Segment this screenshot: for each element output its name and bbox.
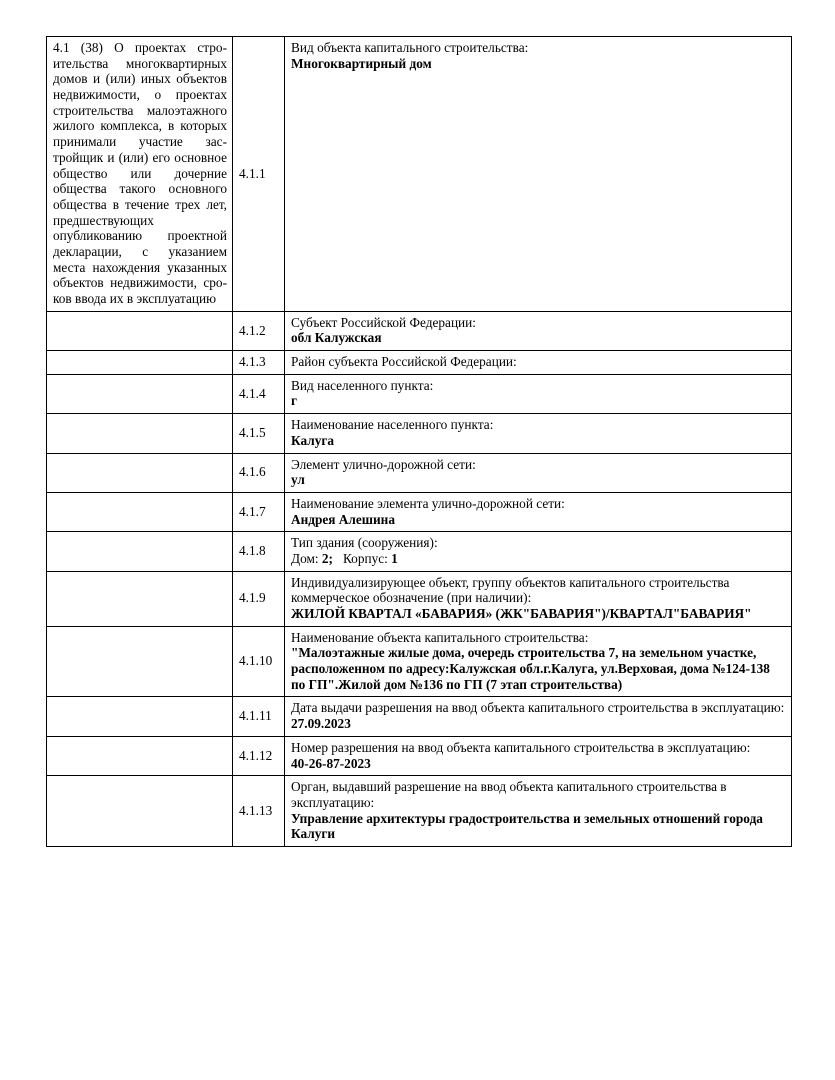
table-row xyxy=(47,492,792,531)
empty-cell xyxy=(47,697,233,736)
row-value: ул xyxy=(291,472,305,488)
house-label: Дом: xyxy=(291,550,319,566)
row-label: Наименование элемента улично-дорожной сети: xyxy=(291,495,565,511)
row-code: 4.1.12 xyxy=(233,736,285,775)
empty-cell xyxy=(47,571,233,626)
row-label: Индивидуализирующее объект, группу объектов капитального строительства коммерческое обозначение (при наличии): xyxy=(291,574,730,606)
empty-cell xyxy=(47,626,233,697)
row-code: 4.1.10 xyxy=(233,626,285,697)
empty-cell xyxy=(47,776,233,847)
row-content xyxy=(285,37,792,312)
row-value: Управление архитектуры градостроительства и земельных отношений города Калуги xyxy=(291,810,763,842)
row-content xyxy=(285,414,792,453)
table-row xyxy=(47,697,792,736)
empty-cell xyxy=(47,311,233,350)
row-content xyxy=(285,697,792,736)
table-row xyxy=(47,453,792,492)
row-code: 4.1.1 xyxy=(233,37,285,312)
row-code: 4.1.3 xyxy=(233,351,285,375)
row-label: Вид населенного пункта: xyxy=(291,377,434,393)
row-code: 4.1.2 xyxy=(233,311,285,350)
row-content xyxy=(285,351,792,375)
row-label: Наименование населенного пункта: xyxy=(291,417,494,433)
building-value: 1 xyxy=(391,550,398,566)
section-description-cell: 4.1 (38) О проектах строительства многоквартирных домов и (или) иных объектов недвижимости, о проектах строительства малоэтажного жилого комплекса, в которых принимали участие застройщик и (или) его основное общество или дочерние общества такого основного общества в течение трех лет, предшествующих опубликованию проектной декларации, с указанием места нахождения указанных объектов недвижимости, сроков ввода их в эксплуатацию xyxy=(47,37,233,312)
empty-cell xyxy=(47,351,233,375)
row-content xyxy=(285,453,792,492)
row-value: Калуга xyxy=(291,432,335,448)
row-value: 40-26-87-2023 xyxy=(291,755,371,771)
row-code: 4.1.9 xyxy=(233,571,285,626)
row-label: Наименование объекта капитального строительства: xyxy=(291,629,589,645)
row-code: 4.1.11 xyxy=(233,697,285,736)
row-code: 4.1.13 xyxy=(233,776,285,847)
row-content xyxy=(285,736,792,775)
row-value xyxy=(291,551,786,567)
table-row xyxy=(47,736,792,775)
table-row xyxy=(47,414,792,453)
empty-cell xyxy=(47,736,233,775)
row-label: Дата выдачи разрешения на ввод объекта капитального строительства в эксплуатацию: xyxy=(291,700,785,716)
row-code: 4.1.7 xyxy=(233,492,285,531)
row-content xyxy=(285,492,792,531)
row-value: Многоквартирный дом xyxy=(291,55,432,71)
row-value: Андрея Алешина xyxy=(291,511,395,527)
row-value: "Малоэтажные жилые дома, очередь строительства 7, на земельном участке, расположенном по адресу:Калужская обл.г.Калуга, ул.Верховая, дома №124-138 по ГП".Жилой дом №136 по ГП (7 этап строительства) xyxy=(291,645,770,692)
row-content xyxy=(285,571,792,626)
row-content xyxy=(285,311,792,350)
row-value: обл Калужская xyxy=(291,330,382,346)
table-row xyxy=(47,532,792,571)
row-label: Район субъекта Российской Федерации: xyxy=(291,354,517,370)
table-row xyxy=(47,374,792,413)
table-row xyxy=(47,37,792,312)
row-content xyxy=(285,626,792,697)
table-row xyxy=(47,351,792,375)
row-value: 27.09.2023 xyxy=(291,716,351,732)
empty-cell xyxy=(47,414,233,453)
row-label: Элемент улично-дорожной сети: xyxy=(291,456,476,472)
empty-cell xyxy=(47,492,233,531)
row-label: Орган, выдавший разрешение на ввод объекта капитального строительства в эксплуатацию: xyxy=(291,779,727,810)
house-value: 2; xyxy=(321,550,333,566)
row-code: 4.1.6 xyxy=(233,453,285,492)
row-label: Тип здания (сооружения): xyxy=(291,535,438,551)
table-row xyxy=(47,776,792,847)
row-code: 4.1.4 xyxy=(233,374,285,413)
empty-cell xyxy=(47,374,233,413)
declaration-table xyxy=(46,36,792,847)
row-content xyxy=(285,532,792,571)
row-code: 4.1.8 xyxy=(233,532,285,571)
row-label: Субъект Российской Федерации: xyxy=(291,314,476,330)
row-value: ЖИЛОЙ КВАРТАЛ «БАВАРИЯ» (ЖК"БАВАРИЯ")/КВАРТАЛ"БАВАРИЯ" xyxy=(291,606,752,621)
table-row xyxy=(47,626,792,697)
row-value: г xyxy=(291,393,298,409)
table-row xyxy=(47,571,792,626)
row-code: 4.1.5 xyxy=(233,414,285,453)
table-row xyxy=(47,311,792,350)
row-label: Номер разрешения на ввод объекта капитального строительства в эксплуатацию: xyxy=(291,739,751,755)
empty-cell xyxy=(47,532,233,571)
row-label: Вид объекта капитального строительства: xyxy=(291,40,529,55)
building-label: Корпус: xyxy=(342,550,388,566)
row-content xyxy=(285,374,792,413)
row-content xyxy=(285,776,792,847)
empty-cell xyxy=(47,453,233,492)
